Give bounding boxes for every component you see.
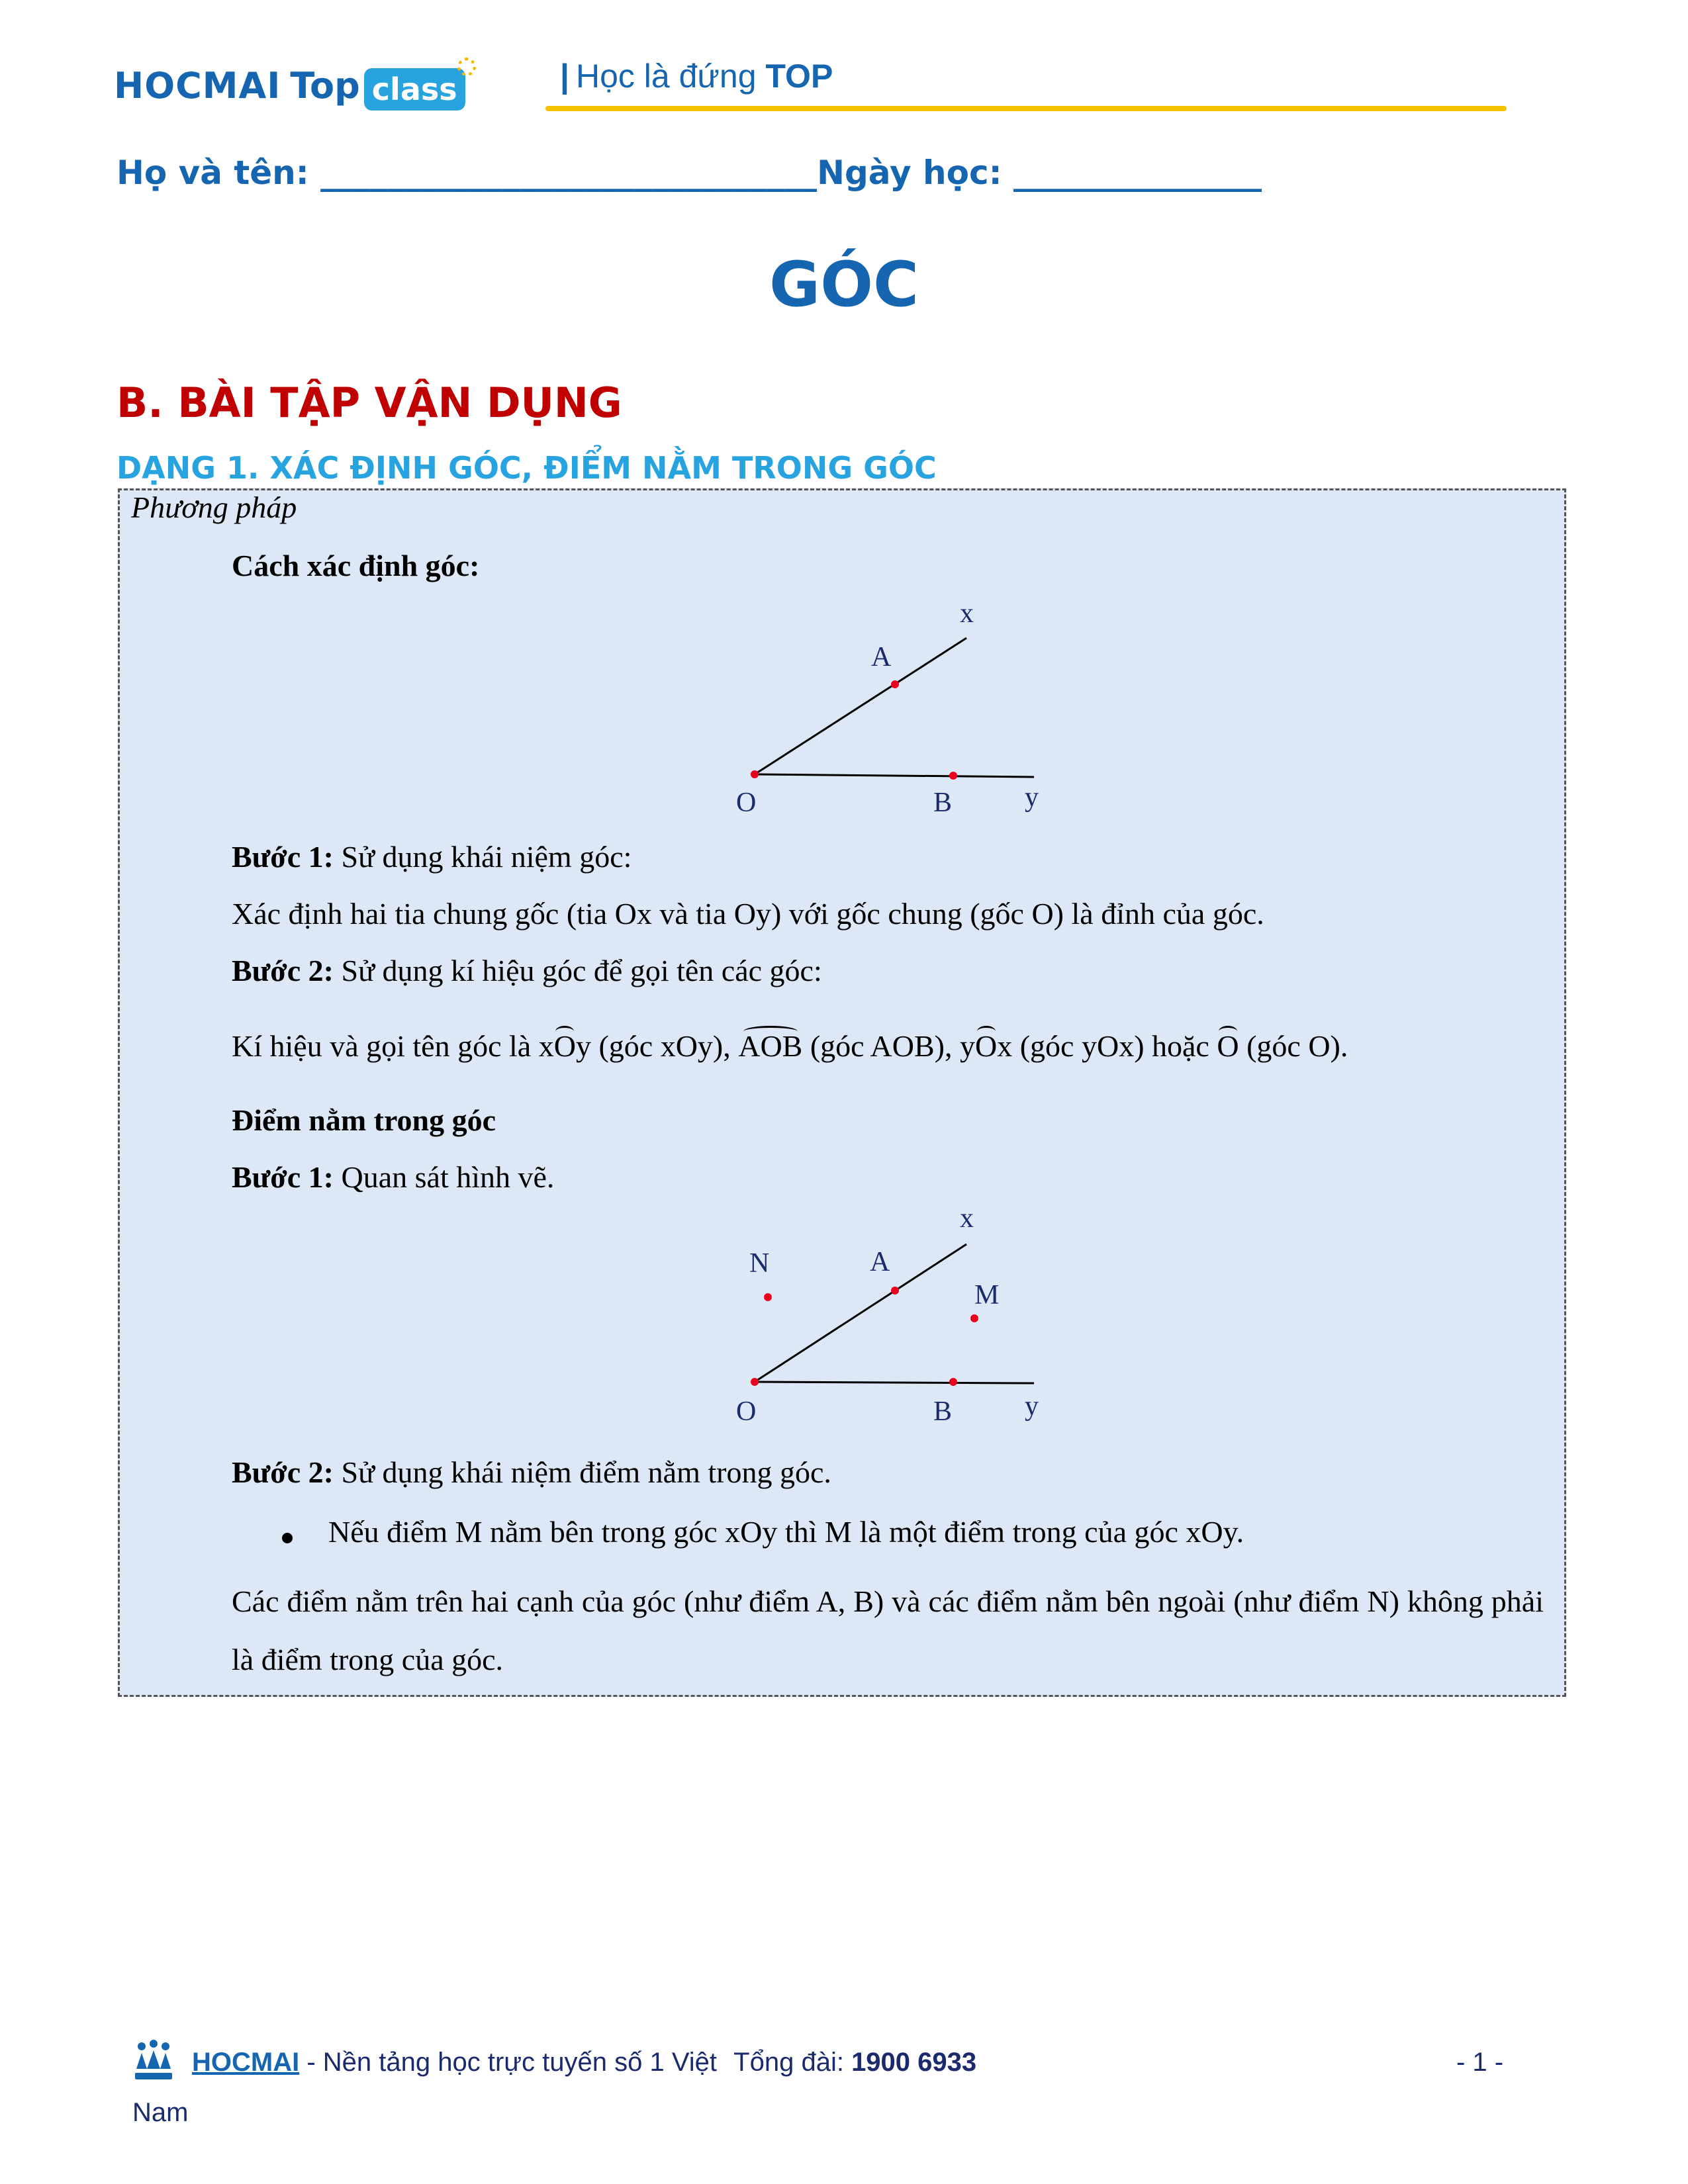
step1-label: Bước 1:	[232, 840, 334, 874]
footer-brand-link[interactable]: HOCMAI	[192, 2048, 300, 2077]
section-title: B. BÀI TẬP VẬN DỤNG	[117, 379, 622, 427]
bullet-text: Nếu điểm M nằm bên trong góc xOy thì M là một điểm trong của góc xOy.	[328, 1515, 1244, 1549]
date-blank[interactable]: _______________	[1013, 154, 1262, 192]
point-n	[764, 1293, 772, 1301]
inside-step1-label: Bước 1:	[232, 1160, 334, 1194]
footer-hotline: 1900 6933	[851, 2048, 977, 2077]
page-title: GÓC	[769, 249, 919, 321]
label-x: x	[960, 1203, 974, 1234]
angle-hat-o: O	[1217, 1029, 1239, 1063]
label-a: A	[870, 1247, 890, 1277]
slogan-bold: TOP	[765, 58, 833, 95]
angle-hat-aob: AOB	[738, 1029, 803, 1063]
step1-line	[232, 839, 632, 874]
angle-hat-xoy: O	[553, 1029, 576, 1063]
footer-hotline-label: Tổng đài:	[733, 2048, 852, 2077]
notation-part-4: x (góc yOx) hoặc	[997, 1029, 1217, 1063]
inside-title: Điểm nằm trong góc	[232, 1103, 496, 1137]
date-label: Ngày học:	[817, 154, 1013, 192]
inside-step2-line	[232, 1455, 831, 1490]
step2-line	[232, 953, 822, 988]
hocmai-people-icon	[132, 2038, 175, 2085]
logo-class-text: class	[371, 71, 457, 107]
label-b: B	[933, 788, 953, 818]
label-n: N	[749, 1248, 770, 1279]
step1-text: Sử dụng khái niệm góc:	[334, 840, 632, 874]
footer-line	[192, 2048, 976, 2077]
method-label: Phương pháp	[131, 490, 297, 524]
footer-tagline: - Nền tảng học trực tuyến số 1 Việt	[299, 2048, 718, 2077]
point-o	[751, 770, 759, 778]
name-blank[interactable]: ______________________________	[320, 154, 818, 192]
conclusion-paragraph: Các điểm nằm trên hai cạnh của góc (như điểm A, B) và các điểm nằm bên ngoài (như điểm N) không phải là điểm trong của góc.	[232, 1584, 1544, 1676]
point-a	[891, 1287, 899, 1295]
notation-part-5: (góc O).	[1239, 1029, 1348, 1063]
footer-continuation: Nam	[132, 2098, 189, 2127]
angle-notation-line	[232, 1028, 1348, 1064]
hocmai-topclass-logo	[114, 56, 465, 115]
step2-text: Sử dụng kí hiệu góc để gọi tên các góc:	[334, 954, 822, 987]
label-y: y	[1025, 782, 1039, 813]
label-y: y	[1025, 1391, 1039, 1422]
logo-hocmai-text: HOCMAI	[114, 64, 281, 107]
angle-figure-2	[728, 1205, 1099, 1430]
page-number: - 1 -	[1456, 2048, 1504, 2077]
logo-top-text: Top	[290, 64, 360, 107]
point-a	[891, 680, 899, 688]
inside-step2-text: Sử dụng khái niệm điểm nằm trong góc.	[334, 1455, 831, 1489]
angle-hat-yox: O	[975, 1029, 998, 1063]
student-info-row	[117, 154, 1262, 192]
name-label: Họ và tên:	[117, 154, 321, 192]
slogan	[560, 57, 833, 95]
step2-label: Bước 2:	[232, 954, 334, 987]
bullet-icon	[282, 1533, 293, 1543]
logo-class-badge	[364, 68, 465, 111]
ray-oy	[755, 1382, 1034, 1383]
header-underline	[545, 106, 1507, 111]
point-o	[751, 1378, 759, 1386]
label-o: O	[736, 788, 757, 818]
label-b: B	[933, 1396, 953, 1427]
label-x: x	[960, 598, 974, 629]
dang-title: DẠNG 1. XÁC ĐỊNH GÓC, ĐIỂM NẰM TRONG GÓC	[117, 450, 937, 486]
point-b	[949, 1378, 957, 1386]
step1-detail: Xác định hai tia chung gốc (tia Ox và tia Oy) với gốc chung (gốc O) là đỉnh của góc.	[232, 897, 1264, 931]
inside-step1-text: Quan sát hình vẽ.	[334, 1160, 555, 1194]
notation-part-1: Kí hiệu và gọi tên góc là x	[232, 1029, 554, 1063]
ray-ox	[755, 638, 966, 774]
ray-ox	[755, 1244, 966, 1382]
notation-part-2: y (góc xOy),	[575, 1029, 739, 1063]
sun-icon	[457, 58, 476, 76]
inside-step1-line	[232, 1160, 554, 1195]
slogan-text: Học là đứng	[576, 58, 757, 95]
label-m: M	[974, 1280, 1000, 1310]
angle-figure-1	[728, 596, 1099, 821]
label-o: O	[736, 1396, 757, 1427]
slogan-divider: |	[560, 58, 569, 95]
inside-step2-label: Bước 2:	[232, 1455, 334, 1489]
notation-part-3: (góc AOB), y	[802, 1029, 975, 1063]
label-a: A	[871, 642, 892, 672]
how-title: Cách xác định góc:	[232, 549, 480, 582]
point-m	[970, 1314, 978, 1322]
ray-oy	[755, 774, 1034, 777]
point-b	[949, 772, 957, 780]
